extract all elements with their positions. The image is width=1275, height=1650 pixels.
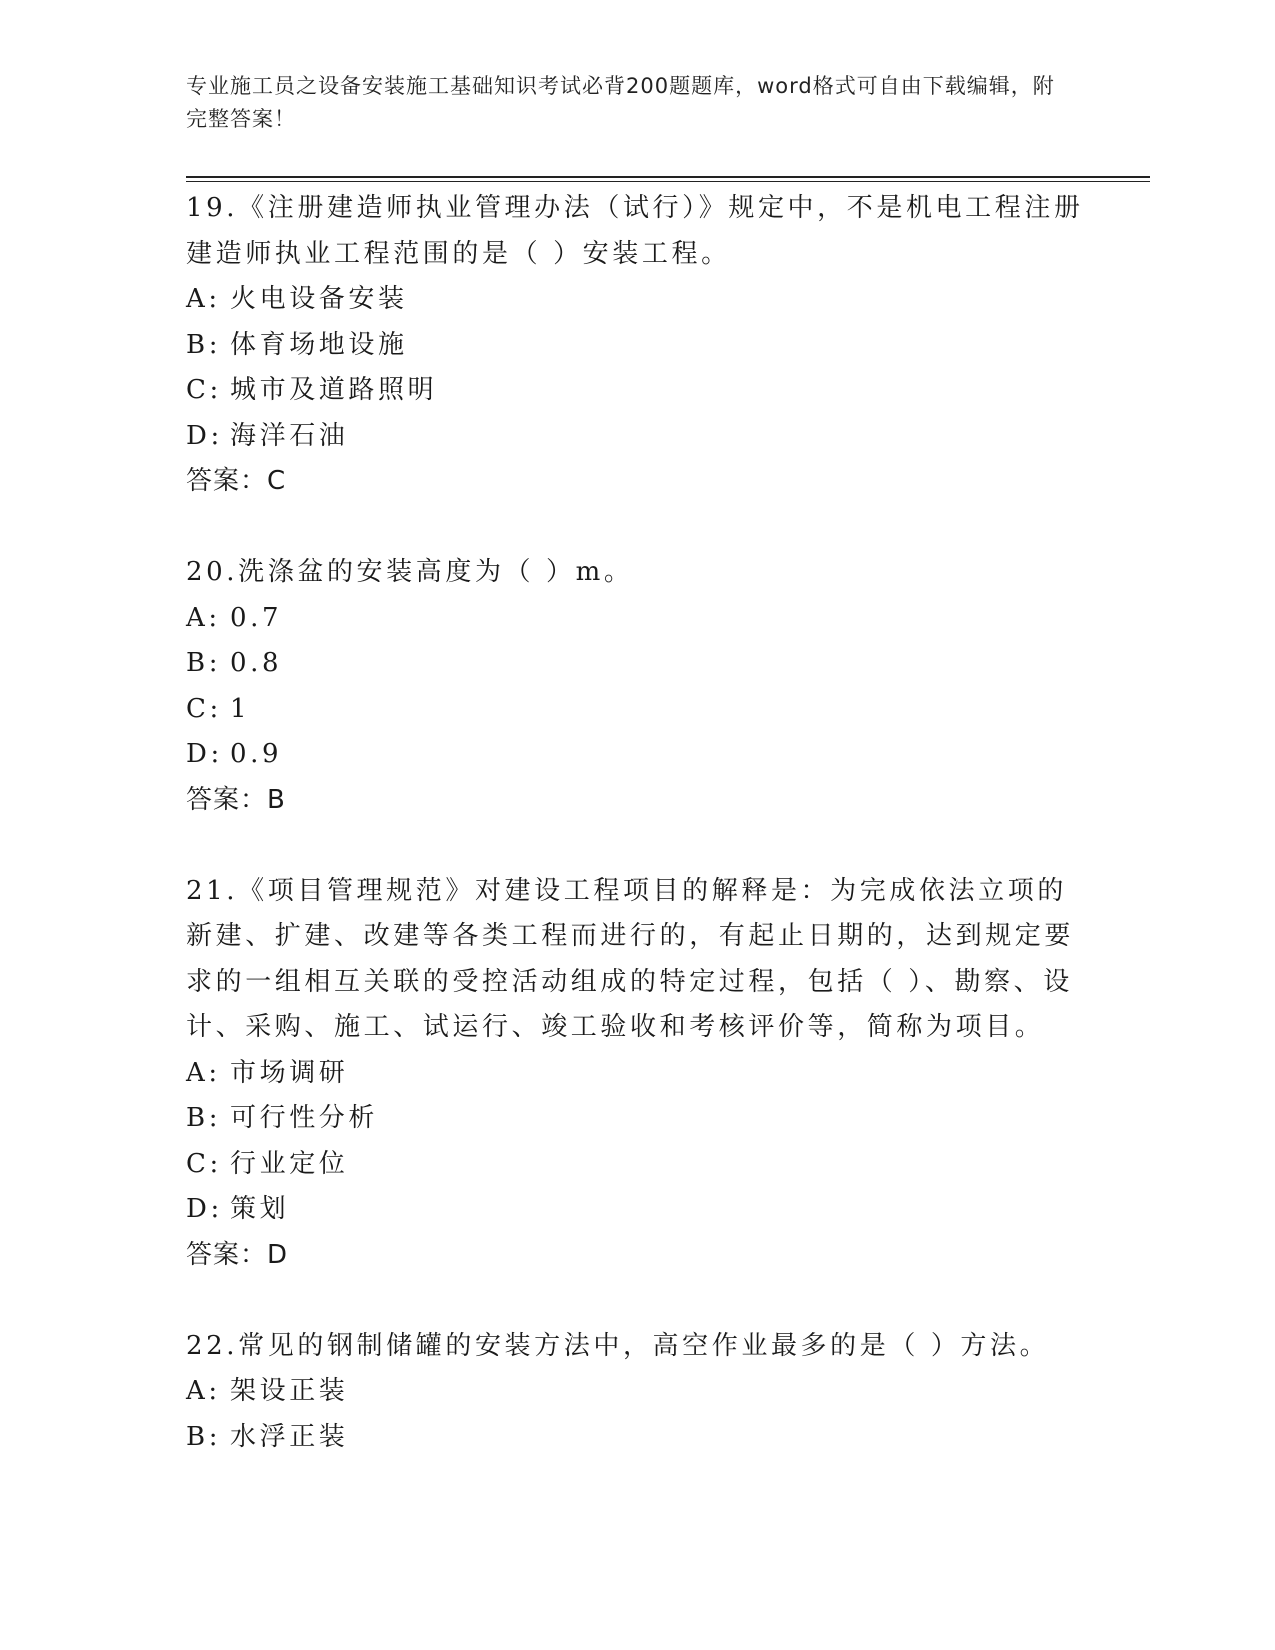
answer-label: 答案：B bbox=[186, 784, 286, 815]
option-d bbox=[186, 732, 1086, 778]
question-stem: 22.常见的钢制储罐的安装方法中，高空作业最多的是（ ）方法。 bbox=[186, 1330, 1050, 1361]
option-text: 策划 bbox=[230, 1194, 290, 1224]
option-letter: A: bbox=[186, 284, 221, 314]
spacer bbox=[186, 823, 1086, 869]
option-a bbox=[186, 1051, 1086, 1097]
answer-label: 答案：C bbox=[186, 466, 287, 496]
option-text: 市场调研 bbox=[230, 1057, 349, 1088]
option-text: 0.9 bbox=[230, 739, 283, 769]
option-text: 城市及道路照明 bbox=[230, 375, 438, 405]
option-c bbox=[186, 687, 1086, 733]
option-a bbox=[186, 1369, 1086, 1415]
option-letter: B: bbox=[186, 329, 222, 360]
option-text: 水浮正装 bbox=[230, 1421, 349, 1452]
option-text: 体育场地设施 bbox=[230, 329, 408, 360]
option-text: 火电设备安装 bbox=[230, 284, 408, 314]
option-text: 架设正装 bbox=[230, 1376, 349, 1406]
option-letter: C: bbox=[186, 1148, 222, 1179]
option-text: 可行性分析 bbox=[230, 1103, 379, 1133]
option-a bbox=[186, 596, 1086, 642]
question-stem: 21.《项目管理规范》对建设工程项目的解释是：为完成依法立项的新建、扩建、改建等各类工程而进行的，有起止日期的，达到规定要求的一组相互关联的受控活动组成的特定过程，包括（ ）、勘察、设计、采购、施工、试运行、竣工验收和考核评价等，简称为项目。 bbox=[186, 875, 1075, 1042]
header-divider-thin bbox=[186, 181, 1150, 182]
option-letter: A: bbox=[186, 602, 221, 633]
option-letter: C: bbox=[186, 693, 222, 724]
option-letter: A: bbox=[186, 1057, 221, 1088]
option-b bbox=[186, 1415, 1086, 1461]
option-b bbox=[186, 1096, 1086, 1142]
option-letter: B: bbox=[186, 1103, 222, 1133]
option-a bbox=[186, 277, 1086, 323]
question-20 bbox=[186, 550, 1086, 823]
option-text: 0.7 bbox=[230, 602, 283, 633]
option-text: 0.8 bbox=[230, 648, 283, 678]
option-d bbox=[186, 414, 1086, 460]
option-text: 海洋石油 bbox=[230, 420, 349, 451]
question-22 bbox=[186, 1324, 1086, 1461]
header-divider-thick bbox=[186, 176, 1150, 178]
option-letter: D: bbox=[186, 420, 223, 451]
option-letter: A: bbox=[186, 1376, 221, 1406]
option-c bbox=[186, 1142, 1086, 1188]
option-letter: C: bbox=[186, 375, 222, 405]
question-stem: 19.《注册建造师执业管理办法（试行）》规定中，不是机电工程注册建造师执业工程范围的是（ ）安装工程。 bbox=[186, 193, 1084, 269]
option-c bbox=[186, 368, 1086, 414]
option-letter: D: bbox=[186, 739, 223, 769]
option-letter: D: bbox=[186, 1194, 223, 1224]
spacer bbox=[186, 505, 1086, 551]
document-header: 专业施工员之设备安装施工基础知识考试必背200题题库，word格式可自由下载编辑，附完整答案！ bbox=[186, 74, 1055, 131]
question-list bbox=[186, 186, 1086, 1460]
answer-label: 答案：D bbox=[186, 1239, 289, 1270]
spacer bbox=[186, 1278, 1086, 1324]
option-b bbox=[186, 641, 1086, 687]
option-d bbox=[186, 1187, 1086, 1233]
option-letter: B: bbox=[186, 648, 222, 678]
option-text: 行业定位 bbox=[230, 1148, 349, 1179]
option-text: 1 bbox=[230, 693, 251, 724]
option-b bbox=[186, 323, 1086, 369]
question-21 bbox=[186, 869, 1086, 1279]
option-letter: B: bbox=[186, 1421, 222, 1452]
question-19 bbox=[186, 186, 1086, 505]
question-stem: 20.洗涤盆的安装高度为（ ）m。 bbox=[186, 557, 634, 587]
